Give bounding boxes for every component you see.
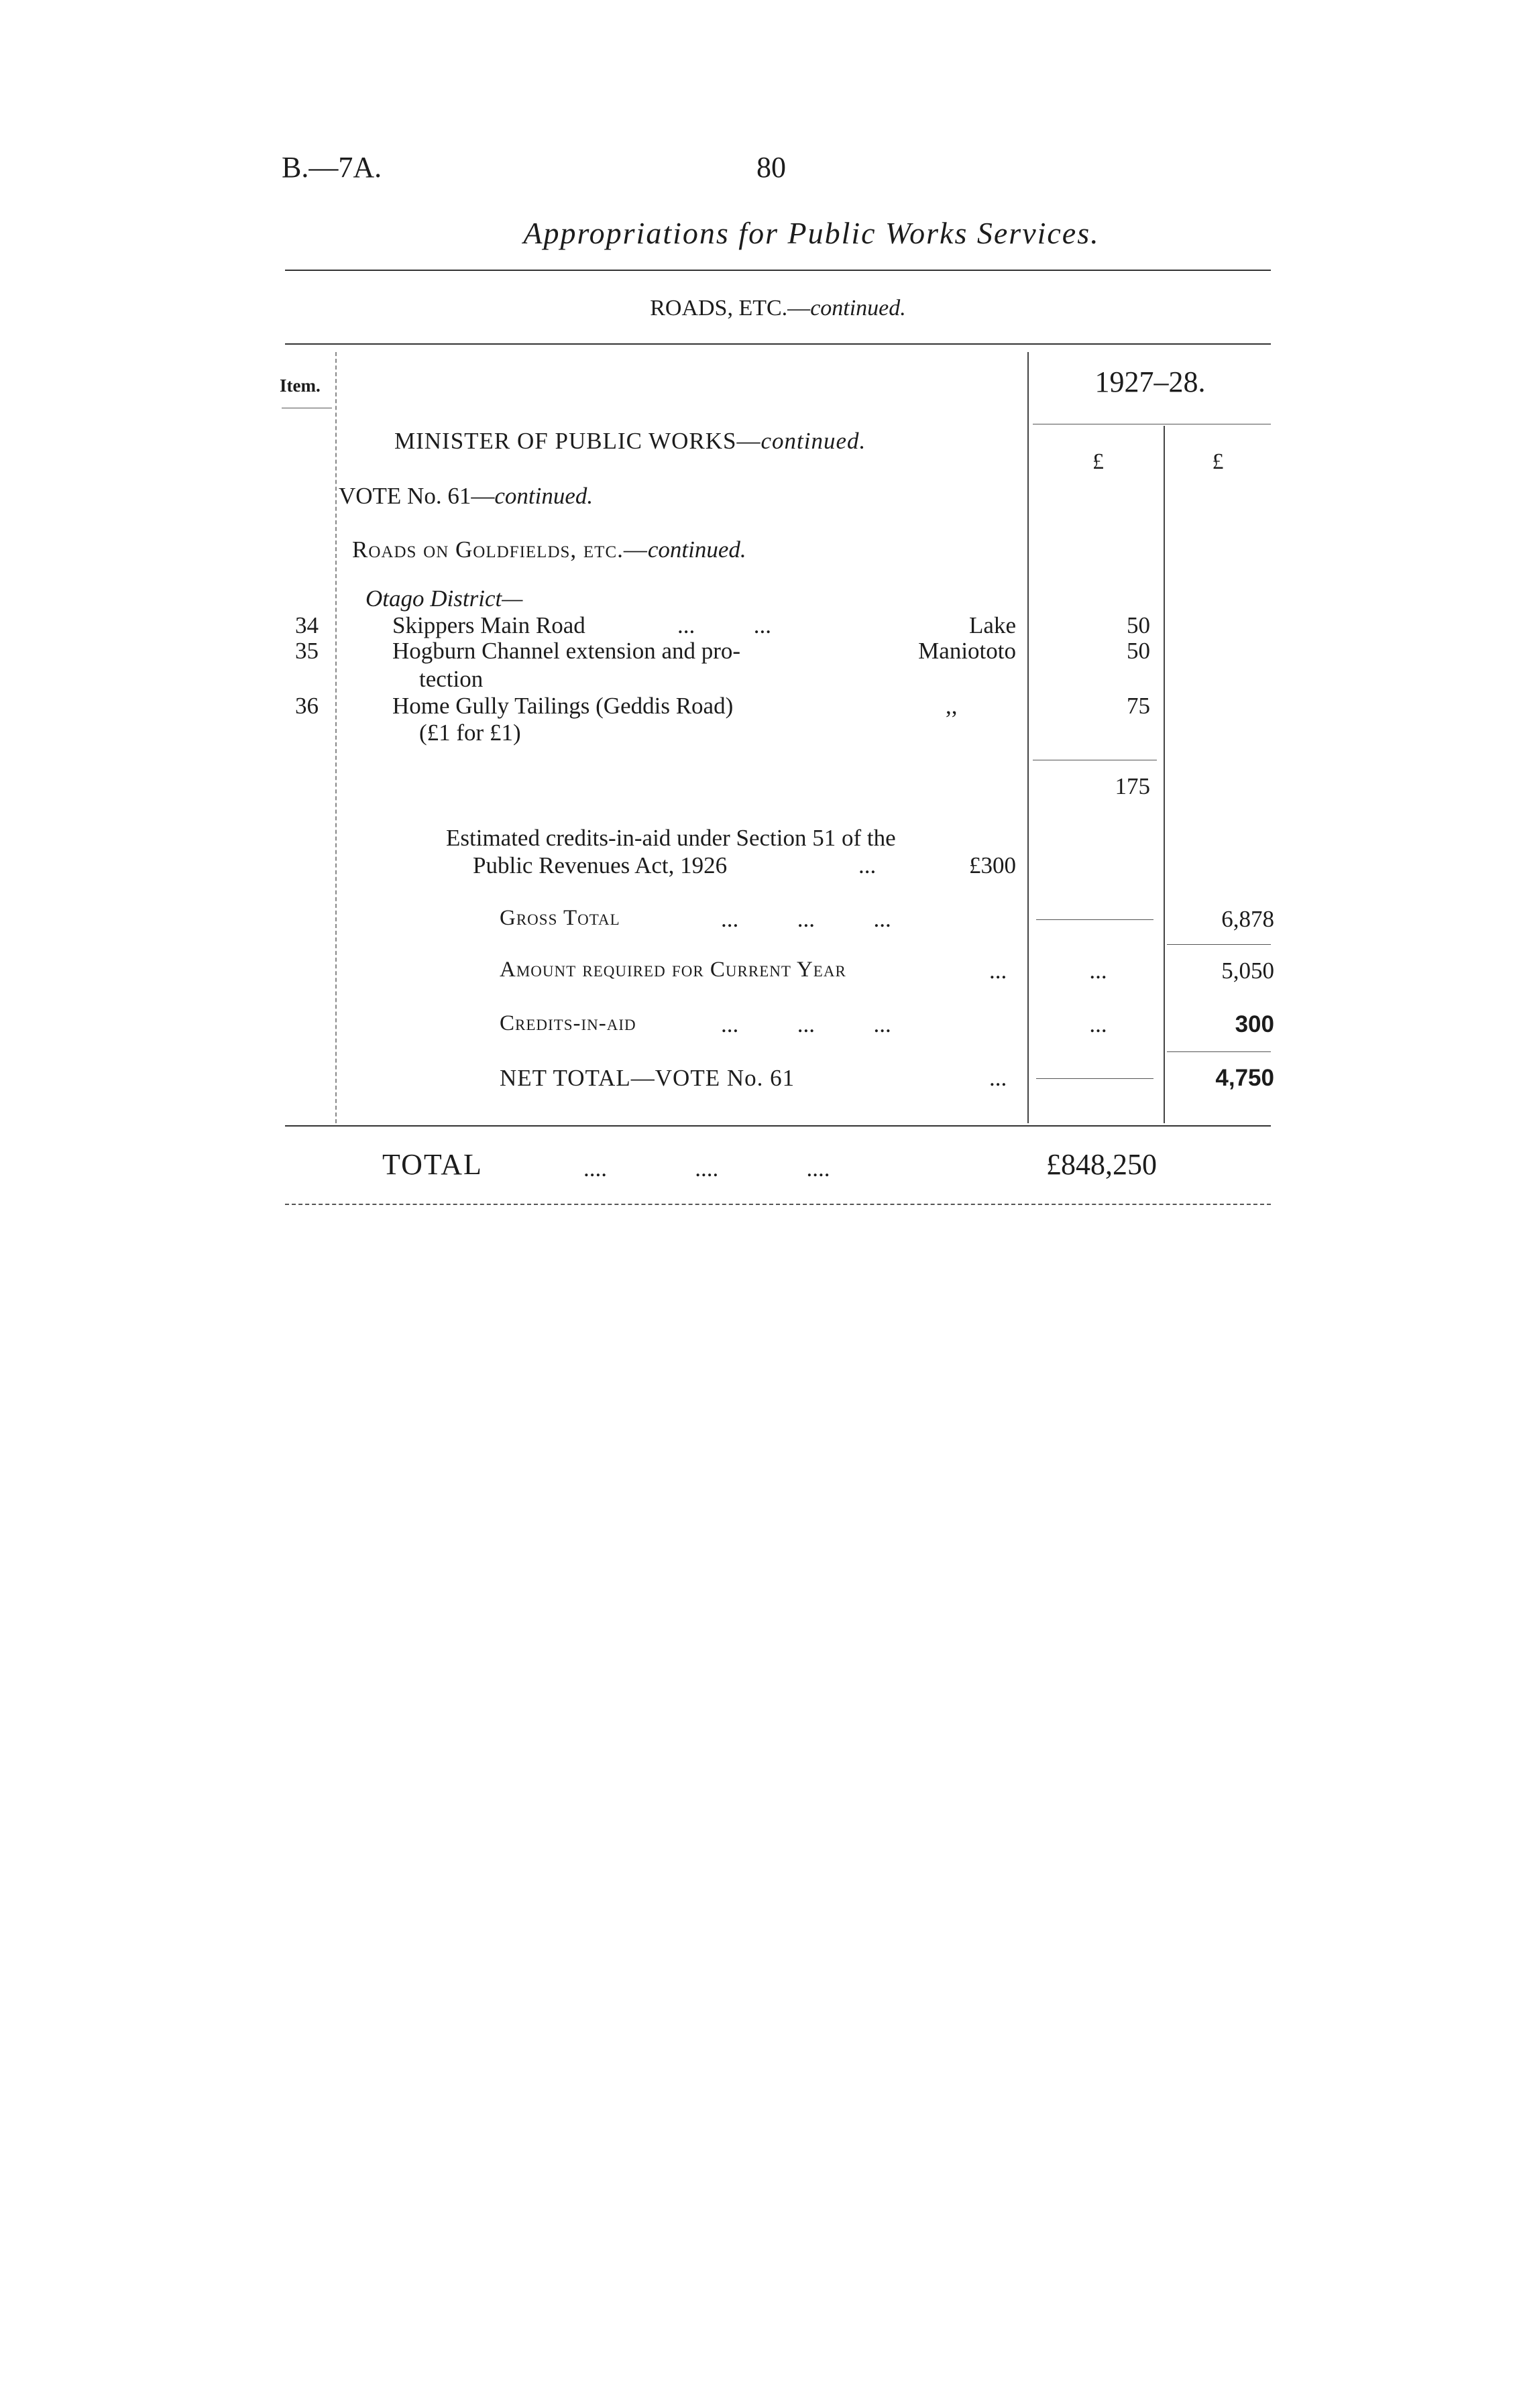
subsection-heading-cont: continued. [647, 536, 746, 563]
item-county-ditto: ,, [946, 693, 958, 719]
page-number: 80 [756, 151, 786, 184]
gross-total-amount: 6,878 [1221, 906, 1274, 932]
minister-heading [394, 429, 866, 453]
item-amount: 50 [1127, 638, 1150, 664]
item-description-continued: tection [419, 666, 484, 692]
item-number: 35 [295, 638, 319, 664]
item-description: Skippers Main Road [392, 612, 585, 638]
year-header: 1927–28. [1094, 365, 1206, 398]
item-leader: ... ... [677, 612, 771, 638]
document-reference: B.—7A. [282, 151, 382, 184]
gross-total-label: Gross Total [500, 906, 620, 930]
item-description: Hogburn Channel extension and pro- [392, 638, 741, 664]
net-total-rule [1036, 1078, 1153, 1079]
item-description-continued: (£1 for £1) [419, 720, 521, 746]
net-total-leader: ... [989, 1065, 1007, 1091]
subsection-heading-main: Roads on Goldfields, etc.— [352, 536, 648, 563]
item-column-header: Item. [280, 376, 321, 396]
item-description: Home Gully Tailings (Geddis Road) [392, 693, 734, 719]
pound-column-divider [1164, 426, 1165, 1123]
credits-note-line-2: Public Revenues Act, 1926 [473, 852, 728, 878]
minister-heading-main: MINISTER OF PUBLIC WORKS— [394, 428, 761, 454]
item-amount: 50 [1127, 612, 1150, 638]
year-column-divider [1027, 352, 1029, 1123]
table-top-rule [285, 343, 1271, 345]
credits-in-aid-amount: 300 [1235, 1011, 1274, 1037]
credits-note-line-1: Estimated credits-in-aid under Section 51 of the [446, 825, 896, 851]
current-year-col1: ... [1089, 958, 1107, 984]
current-year-leader: ... [989, 958, 1007, 984]
credits-in-aid-label: Credits-in-aid [500, 1011, 636, 1035]
credits-note-leader: ... [858, 852, 877, 878]
table-bottom-rule [285, 1125, 1271, 1127]
vote-heading-main: VOTE No. 61— [339, 483, 495, 509]
grand-total-label: TOTAL [382, 1148, 483, 1181]
item-number: 34 [295, 612, 319, 638]
credits-in-aid-leader: ... ... ... [721, 1011, 891, 1037]
item-county: Lake [969, 612, 1016, 638]
vote-heading-cont: continued. [494, 483, 594, 509]
gross-total-leader: ... ... ... [721, 906, 891, 932]
item-column-divider [335, 352, 337, 1123]
item-county: Maniototo [918, 638, 1016, 664]
page-title: Appropriations for Public Works Services. [523, 216, 1100, 250]
gross-total-rule [1036, 919, 1153, 920]
currency-symbol-1: £ [1092, 449, 1104, 474]
current-year-label: Amount required for Current Year [500, 958, 846, 982]
section-heading-main: ROADS, ETC.— [650, 296, 811, 321]
subsection-heading [352, 538, 746, 561]
grand-total-amount: £848,250 [1046, 1148, 1157, 1181]
credits-note-amount: £300 [969, 852, 1016, 878]
net-total-amount: 4,750 [1215, 1065, 1274, 1091]
vote-heading [339, 484, 593, 508]
currency-symbol-2: £ [1212, 449, 1224, 474]
subtotal-amount: 175 [1115, 773, 1150, 799]
credits-in-aid-underline [1167, 1051, 1271, 1052]
item-number: 36 [295, 693, 319, 719]
credits-in-aid-col1: ... [1089, 1011, 1107, 1037]
district-heading: Otago District— [365, 585, 523, 612]
section-heading [510, 297, 1046, 320]
net-total-label: NET TOTAL—VOTE No. 61 [500, 1065, 795, 1091]
minister-heading-cont: continued. [760, 428, 866, 454]
grand-total-leader: .... .... .... [583, 1155, 830, 1182]
current-year-amount: 5,050 [1221, 958, 1274, 984]
item-amount: 75 [1127, 693, 1150, 719]
title-rule [285, 270, 1271, 271]
gross-total-underline [1167, 944, 1271, 945]
section-heading-cont: continued. [810, 296, 906, 321]
grand-total-rule [285, 1204, 1271, 1205]
